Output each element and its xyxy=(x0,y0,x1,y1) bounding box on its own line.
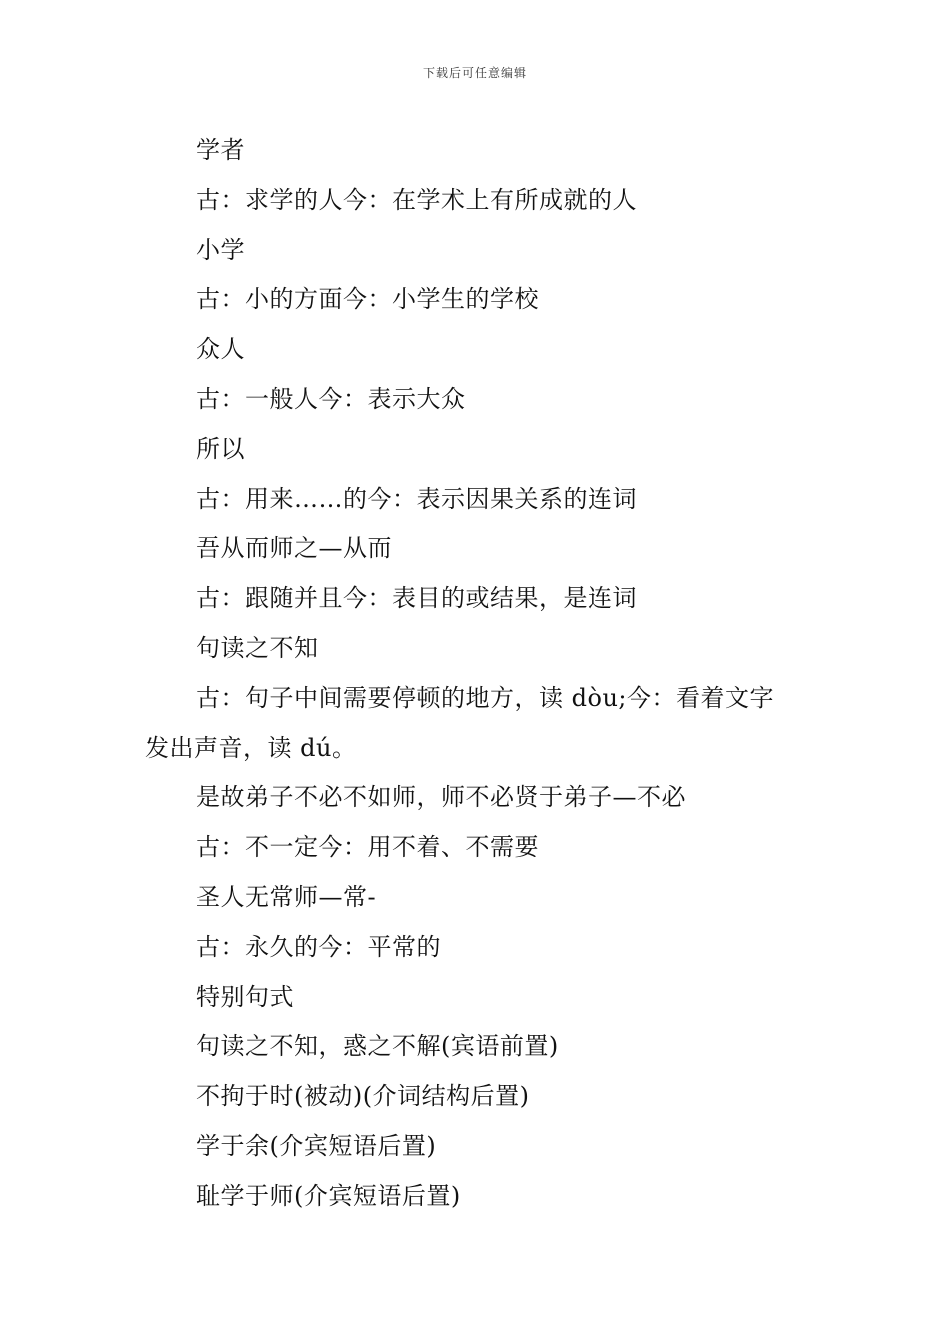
text-line: 学者 xyxy=(196,136,245,164)
section-heading: 特别句式 xyxy=(196,982,294,1011)
text-line: 古：跟随并且今：表目的或结果，是连词 xyxy=(196,584,637,613)
page-header: 下载后可任意编辑 xyxy=(422,66,527,80)
text-line: 所以 xyxy=(196,434,245,463)
text-line: 是故弟子不必不如师，师不必贤于弟子—不必 xyxy=(196,783,686,812)
text-line: 众人 xyxy=(196,335,245,364)
text-line: 古：小的方面今：小学生的学校 xyxy=(196,285,539,314)
text-line: 圣人无常师—常- xyxy=(196,882,377,911)
text-line: 吾从而师之—从而 xyxy=(196,534,392,563)
document-body xyxy=(145,126,810,1222)
text-line-continuation: 发出声音，读 dú。 xyxy=(145,733,357,762)
text-line: 句读之不知 xyxy=(196,633,319,662)
text-line: 耻学于师(介宾短语后置) xyxy=(196,1181,461,1210)
text-line: 小学 xyxy=(196,235,245,264)
text-line: 古：句子中间需要停顿的地方，读 dòu;今：看着文字 xyxy=(196,683,774,712)
text-line: 古：用来……的今：表示因果关系的连词 xyxy=(196,484,637,513)
text-line: 古：不一定今：用不着、不需要 xyxy=(196,833,539,862)
text-line: 古：永久的今：平常的 xyxy=(196,932,441,961)
text-line: 学于余(介宾短语后置) xyxy=(196,1131,437,1160)
text-line: 句读之不知，惑之不解(宾语前置) xyxy=(196,1032,559,1061)
text-line: 不拘于时(被动)(介词结构后置) xyxy=(196,1082,530,1111)
text-line: 古：求学的人今：在学术上有所成就的人 xyxy=(196,185,637,214)
text-line: 古：一般人今：表示大众 xyxy=(196,384,466,413)
